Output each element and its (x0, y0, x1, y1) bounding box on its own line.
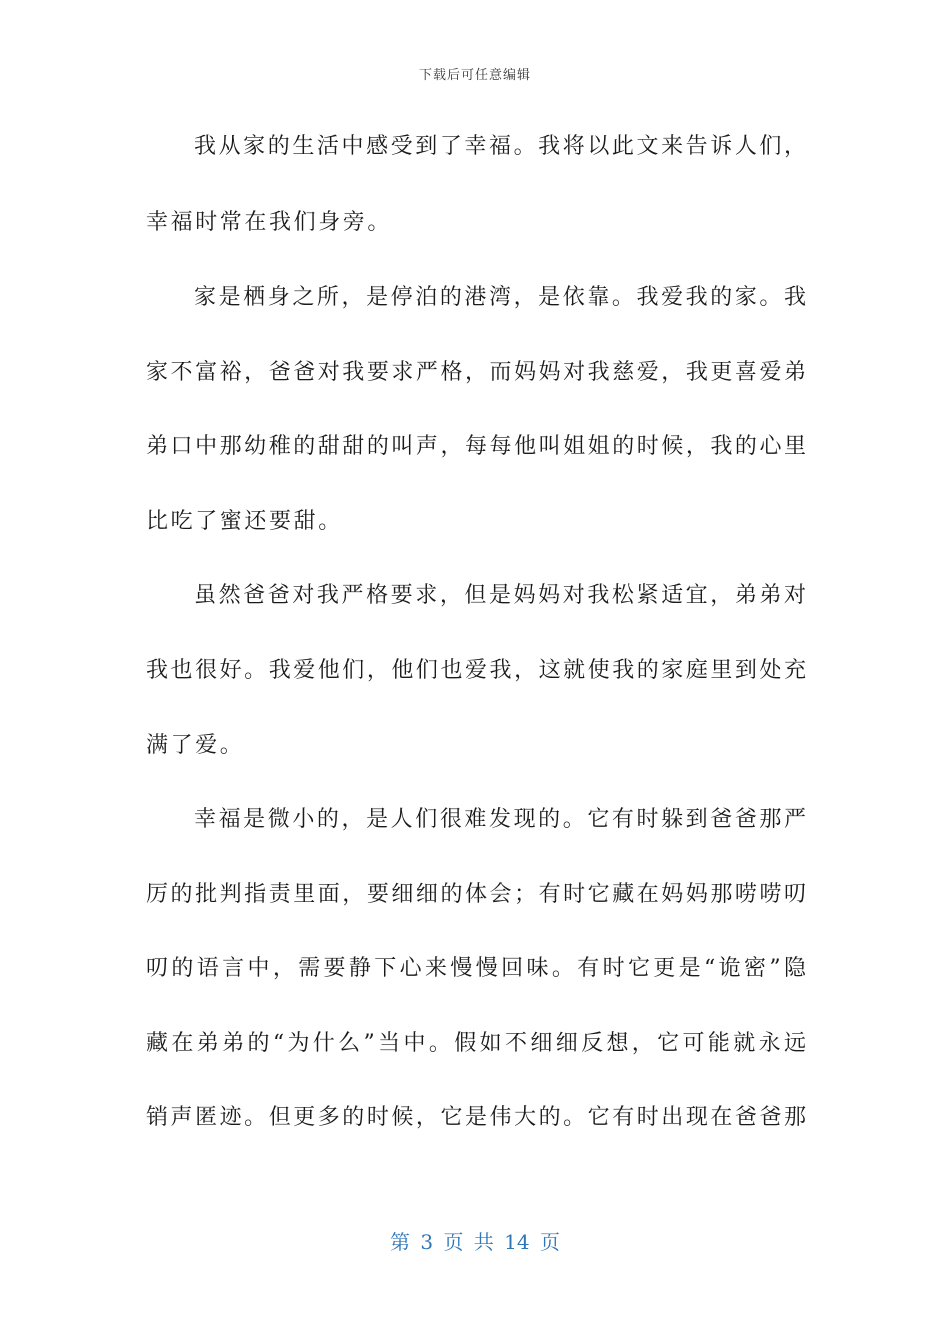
text-line: 虽然爸爸对我严格要求，但是妈妈对我松紧适宜，弟弟对 (194, 583, 806, 608)
text-line: 家不富裕，爸爸对我要求严格，而妈妈对我慈爱，我更喜爱弟 (146, 360, 806, 385)
text-line: 销声匿迹。但更多的时候，它是伟大的。它有时出现在爸爸那 (146, 1105, 806, 1130)
text-line: 厉的批判指责里面，要细细的体会；有时它藏在妈妈那唠唠叨 (146, 882, 806, 907)
text-line: 满了爱。 (146, 733, 245, 758)
text-line: 藏在弟弟的“为什么”当中。假如不细细反想，它可能就永远 (146, 1031, 806, 1056)
text-line: 我从家的生活中感受到了幸福。我将以此文来告诉人们， (194, 134, 806, 159)
text-line: 我也很好。我爱他们，他们也爱我，这就使我的家庭里到处充 (146, 658, 806, 683)
page-number-footer: 第 3 页 共 14 页 (390, 1230, 560, 1254)
text-line: 叨的语言中，需要静下心来慢慢回味。有时它更是“诡密”隐 (146, 956, 806, 981)
text-line: 弟口中那幼稚的甜甜的叫声，每每他叫姐姐的时候，我的心里 (146, 434, 806, 459)
text-line: 比吃了蜜还要甜。 (146, 509, 343, 534)
text-line: 幸福是微小的，是人们很难发现的。它有时躲到爸爸那严 (194, 807, 806, 832)
page-header: 下载后可任意编辑 (418, 68, 531, 83)
text-line: 幸福时常在我们身旁。 (146, 210, 393, 235)
text-line: 家是栖身之所，是停泊的港湾，是依靠。我爱我的家。我 (194, 285, 806, 310)
